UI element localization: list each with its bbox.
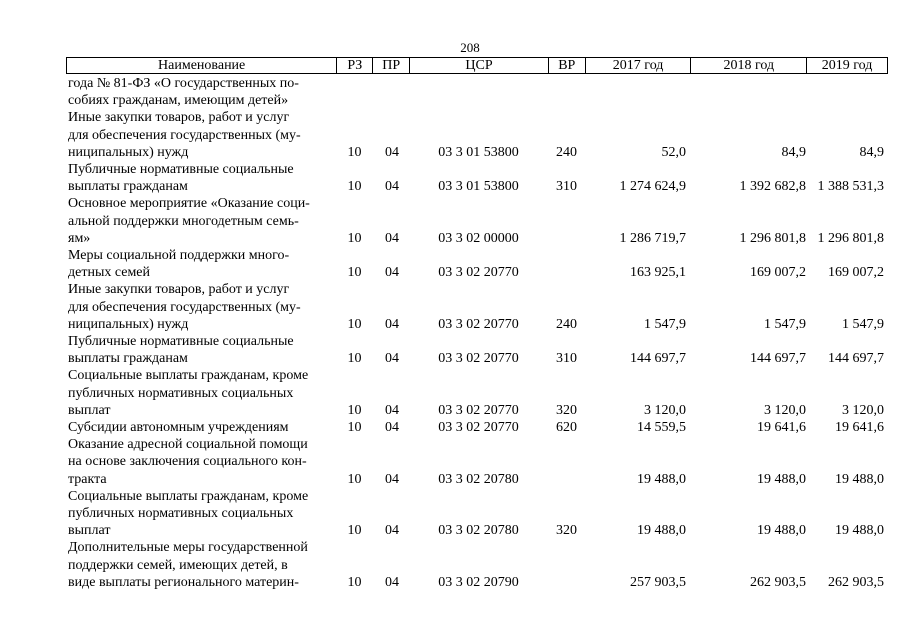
row-2018: 169 007,2 — [750, 265, 806, 281]
row-2017: 14 559,5 — [637, 420, 686, 436]
row-vr: 310 — [556, 351, 577, 367]
row-name: Оказание адресной социальной помощи на основе заключения социального кон- тракта — [68, 437, 308, 487]
row-2019: 19 488,0 — [835, 523, 884, 539]
column-header-rz: РЗ — [337, 58, 373, 73]
row-2017: 1 274 624,9 — [619, 179, 686, 195]
table-row — [66, 436, 888, 488]
row-2019: 84,9 — [859, 144, 884, 160]
table-row — [66, 161, 888, 195]
row-2017: 1 547,9 — [644, 316, 686, 332]
row-name: Субсидии автономным учреждениям — [68, 420, 289, 436]
table-row — [66, 75, 888, 109]
row-2019: 144 697,7 — [828, 351, 884, 367]
row-2019: 3 120,0 — [842, 402, 884, 418]
column-header-pr: ПР — [373, 58, 410, 73]
row-2017: 257 903,5 — [630, 574, 686, 590]
row-csr: 03 3 02 20770 — [438, 316, 519, 332]
row-vr: 620 — [556, 420, 577, 436]
row-2019: 19 641,6 — [835, 420, 884, 436]
page-number: 208 — [460, 40, 480, 55]
row-rz: 10 — [347, 144, 362, 160]
row-2018: 19 488,0 — [757, 523, 806, 539]
row-csr: 03 3 02 20790 — [438, 574, 519, 590]
row-csr: 03 3 02 20770 — [438, 265, 519, 281]
table-row — [66, 333, 888, 367]
row-2019: 19 488,0 — [835, 471, 884, 487]
row-2017: 19 488,0 — [637, 471, 686, 487]
table-row — [66, 367, 888, 419]
row-name: Социальные выплаты гражданам, кроме публичных нормативных социальных выплат — [68, 488, 309, 539]
row-vr: 320 — [556, 523, 577, 539]
row-pr: 04 — [385, 179, 399, 195]
table-body — [66, 75, 888, 591]
row-vr: 240 — [556, 316, 577, 332]
row-name: года № 81-ФЗ «О государственных по- собиях гражданам, имеющим детей» — [68, 76, 299, 109]
row-2018: 19 641,6 — [757, 420, 806, 436]
row-vr: 240 — [556, 144, 577, 160]
row-rz: 10 — [347, 230, 362, 246]
row-pr: 04 — [385, 316, 399, 332]
table-row — [66, 247, 888, 281]
row-csr: 03 3 02 00000 — [438, 230, 519, 246]
row-pr: 04 — [385, 144, 399, 160]
row-name: Публичные нормативные социальные выплаты гражданам — [68, 162, 294, 195]
column-header-name: Наименование — [67, 58, 337, 73]
row-2017: 3 120,0 — [644, 402, 686, 418]
row-pr: 04 — [385, 402, 399, 418]
row-pr: 04 — [385, 420, 399, 436]
row-2019: 1 296 801,8 — [817, 230, 884, 246]
row-2018: 262 903,5 — [750, 574, 806, 590]
row-csr: 03 3 02 20780 — [438, 471, 519, 487]
table-row — [66, 195, 888, 247]
row-2017: 52,0 — [661, 144, 686, 160]
row-pr: 04 — [385, 351, 399, 367]
row-2018: 144 697,7 — [750, 351, 806, 367]
table-row — [66, 539, 888, 591]
row-rz: 10 — [347, 316, 362, 332]
row-2018: 1 296 801,8 — [739, 230, 806, 246]
row-2018: 1 547,9 — [764, 316, 806, 332]
row-2019: 262 903,5 — [828, 574, 884, 590]
table-header — [66, 57, 888, 74]
table-row — [66, 419, 888, 436]
row-2018: 1 392 682,8 — [739, 179, 806, 195]
row-2018: 3 120,0 — [764, 402, 806, 418]
row-csr: 03 3 02 20780 — [438, 523, 519, 539]
column-header-2017: 2017 год — [586, 58, 692, 73]
row-pr: 04 — [385, 265, 399, 281]
row-name: Меры социальной поддержки много- детных семей — [68, 248, 290, 281]
row-name: Социальные выплаты гражданам, кроме публичных нормативных социальных выплат — [68, 368, 309, 418]
row-rz: 10 — [347, 351, 362, 367]
row-name: Иные закупки товаров, работ и услуг для обеспечения государственных (му- ниципальных) нужд — [68, 282, 301, 332]
table-row — [66, 109, 888, 161]
row-2018: 19 488,0 — [757, 471, 806, 487]
column-header-csr: ЦСР — [410, 58, 549, 73]
row-csr: 03 3 02 20770 — [438, 351, 519, 367]
row-rz: 10 — [347, 471, 362, 487]
row-name: Публичные нормативные социальные выплаты гражданам — [68, 334, 294, 367]
row-rz: 10 — [347, 523, 362, 539]
row-name: Иные закупки товаров, работ и услуг для обеспечения государственных (му- ниципальных) нужд — [68, 110, 301, 160]
row-pr: 04 — [385, 471, 399, 487]
row-pr: 04 — [385, 230, 399, 246]
row-name: Основное мероприятие «Оказание соци- альной поддержки многодетным семь- ям» — [68, 196, 310, 246]
row-pr: 04 — [385, 574, 399, 590]
row-csr: 03 3 02 20770 — [438, 402, 519, 418]
row-2018: 84,9 — [781, 144, 806, 160]
row-2017: 144 697,7 — [630, 351, 686, 367]
row-csr: 03 3 01 53800 — [438, 179, 519, 195]
row-2019: 1 388 531,3 — [817, 179, 884, 195]
table-row — [66, 281, 888, 333]
row-csr: 03 3 02 20770 — [438, 420, 519, 436]
row-rz: 10 — [347, 574, 362, 590]
row-vr: 310 — [556, 179, 577, 195]
row-rz: 10 — [347, 265, 362, 281]
row-2017: 163 925,1 — [630, 265, 686, 281]
column-header-2019: 2019 год — [821, 58, 873, 73]
row-vr: 320 — [556, 402, 577, 418]
row-rz: 10 — [347, 420, 362, 436]
row-2019: 1 547,9 — [842, 316, 884, 332]
row-pr: 04 — [385, 523, 399, 539]
row-2019: 169 007,2 — [828, 265, 884, 281]
row-rz: 10 — [347, 179, 362, 195]
column-header-vr: ВР — [549, 58, 586, 73]
row-rz: 10 — [347, 402, 362, 418]
column-header-2018: 2018 год — [691, 58, 807, 73]
row-2017: 19 488,0 — [637, 523, 686, 539]
row-name: Дополнительные меры государственной поддержки семей, имеющих детей, в виде выплаты регионального материн- — [68, 540, 308, 590]
row-2017: 1 286 719,7 — [619, 230, 686, 246]
table-row — [66, 488, 888, 540]
row-csr: 03 3 01 53800 — [438, 144, 519, 160]
